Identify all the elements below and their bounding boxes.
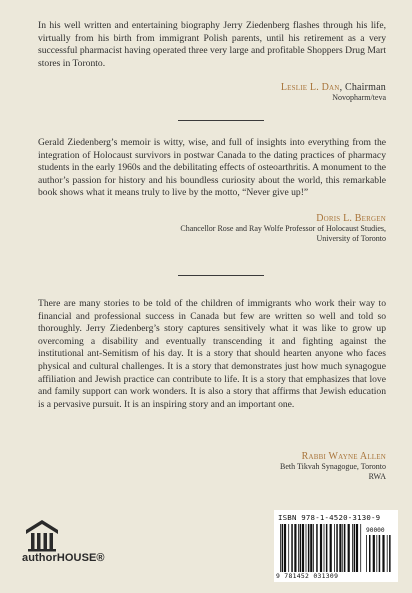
endorser-affiliation-3b: RWA — [368, 472, 386, 481]
endorsement-text-2: Gerald Ziedenberg’s memoir is witty, wise, and full of insights into everything from the integration of Holocaust survivors in postwar Canada to the dating practices of pharmacy students in the early 1960s and the debilitating effects of osteoarthritis. A monument to the author’s passion for history and his boundless curiosity about the world, this remarkable book shows what it means truly to live by the motto, “Never give up!” — [38, 137, 386, 199]
publisher-logo-text: authorHOUSE® — [22, 552, 105, 564]
endorser-affiliation-1: Novopharm/teva — [332, 93, 386, 102]
endorser-name-3: Rabbi Wayne Allen — [301, 451, 386, 462]
isbn-barcode — [274, 510, 398, 582]
section-divider-2 — [178, 275, 264, 276]
price-code: 90000 — [366, 527, 385, 534]
endorsement-text-1: In his well written and entertaining biography Jerry Ziedenberg flashes through his life, virtually from his birth from immigrant Polish parents, until his retirement as a very successful pharmacist having operated three very large and profitable Shoppers Drug Mart stores in Toronto. — [38, 20, 386, 69]
endorser-affiliation-2a: Chancellor Rose and Ray Wolfe Professor of Holocaust Studies, — [180, 224, 386, 233]
endorser-name-1: Leslie L. Dan, Chairman — [280, 82, 386, 93]
endorsement-attribution-1 — [281, 82, 386, 103]
isbn-label: ISBN 978-1-4520-3130-9 — [278, 513, 381, 522]
endorsement-attribution-3 — [280, 451, 386, 482]
endorsement-attribution-2 — [180, 213, 386, 244]
endorser-affiliation-3a: Beth Tikvah Synagogue, Toronto — [280, 462, 386, 471]
authorhouse-house-icon — [22, 518, 112, 578]
endorsement-text-3: There are many stories to be told of the children of immigrants who work their way to financial and professional success in Canada but few are written so well and told so thoroughly. Jerry Ziedenberg’s story captures sensitively what it was like to grow up overcoming a disability and eventually transcending it and fighting against the institutional ant-Semitism of his day. It is a story that should hearten anyone who faces physical and cultural challenges. It is a story that demonstrates just how much synagogue affiliation and Jewish practice can contribute to life. It is a story that emphasizes that love and family support can work wonders. It is also a story that affirms that Jewish education is a pervasive pursuit. It is an inspiring story and an important one. — [38, 298, 386, 410]
endorser-role-1: , Chairman — [339, 82, 386, 93]
section-divider-1 — [178, 120, 264, 121]
endorser-name-2: Doris L. Bergen — [316, 213, 386, 224]
ean-digits: 9 781452 031309 — [276, 572, 339, 580]
endorser-affiliation-2b: University of Toronto — [316, 234, 386, 243]
